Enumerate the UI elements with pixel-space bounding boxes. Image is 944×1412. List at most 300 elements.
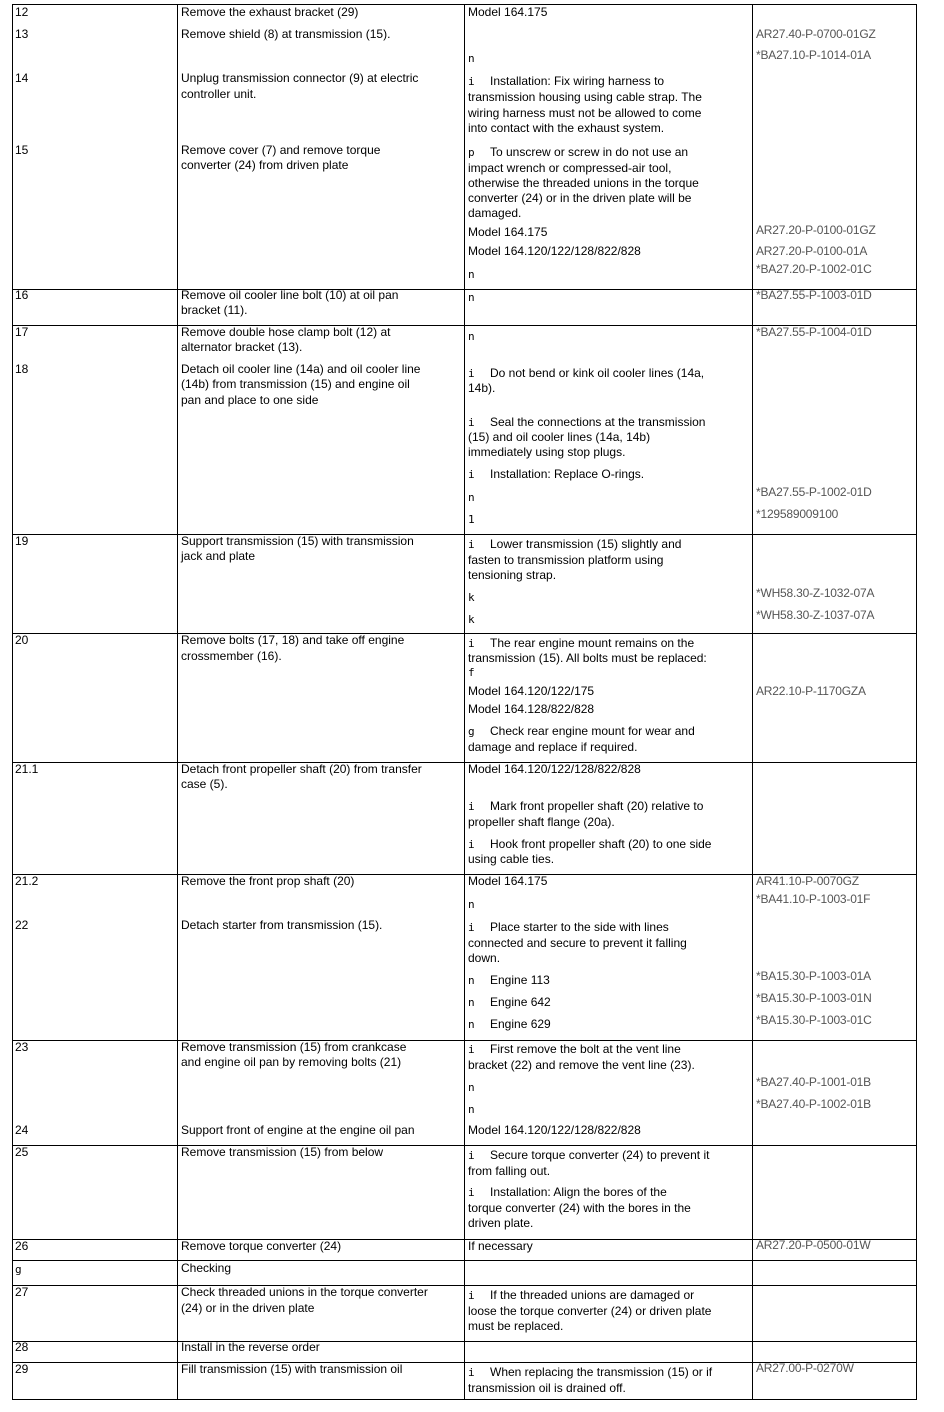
cell-text: bracket (22) and remove the vent line (23). bbox=[468, 1058, 695, 1072]
step-note bbox=[468, 815, 615, 830]
step-description bbox=[181, 393, 318, 408]
cell-text: 21.1 bbox=[15, 762, 39, 776]
table-row bbox=[12, 1342, 917, 1363]
cell-text: torque converter (24) with the bores in the bbox=[468, 1201, 691, 1215]
cell-text: Engine 629 bbox=[490, 1017, 551, 1031]
cell-text: Engine 113 bbox=[490, 973, 550, 987]
cell-text: *129589009100 bbox=[756, 507, 839, 521]
cell-text: Hook front propeller shaft (20) to one side bbox=[490, 837, 712, 851]
step-note bbox=[468, 445, 625, 460]
symbol-icon: i bbox=[468, 637, 475, 650]
cell-text: If the threaded unions are damaged or bbox=[490, 1288, 695, 1302]
document-reference bbox=[756, 1361, 854, 1376]
column-divider bbox=[464, 290, 465, 325]
step-note bbox=[468, 161, 671, 176]
table-row bbox=[12, 326, 917, 535]
cell-text: into contact with the exhaust system. bbox=[468, 121, 665, 135]
step-description bbox=[181, 777, 228, 792]
column-divider bbox=[752, 1342, 753, 1362]
document-reference bbox=[756, 586, 874, 601]
document-reference bbox=[756, 969, 871, 984]
column-divider bbox=[752, 1240, 753, 1260]
cell-text: 28 bbox=[15, 1340, 29, 1354]
column-divider bbox=[752, 290, 753, 325]
document-reference bbox=[756, 288, 872, 303]
table-row bbox=[12, 1286, 917, 1342]
step-description bbox=[181, 27, 390, 42]
cell-text: immediately using stop plugs. bbox=[468, 445, 626, 459]
symbol-icon: n bbox=[468, 268, 475, 281]
cell-text: *BA27.40-P-1001-01B bbox=[756, 1075, 871, 1089]
cell-text: Detach starter from transmission (15). bbox=[181, 918, 383, 932]
step-note bbox=[468, 244, 641, 259]
symbol-icon: i bbox=[468, 800, 475, 813]
step-description bbox=[181, 918, 382, 933]
cell-text: Model 164.128/822/828 bbox=[468, 702, 595, 716]
step-number bbox=[15, 288, 28, 303]
step-description bbox=[181, 1239, 341, 1254]
step-note bbox=[468, 467, 644, 482]
table-row bbox=[12, 1041, 917, 1146]
step-note bbox=[468, 1319, 563, 1334]
step-note bbox=[468, 590, 490, 605]
cell-text: 13 bbox=[15, 27, 29, 41]
symbol-icon: i bbox=[468, 1366, 475, 1379]
cell-text: Place starter to the side with lines bbox=[490, 920, 669, 934]
symbol-icon: i bbox=[468, 75, 475, 88]
step-description bbox=[181, 649, 282, 664]
cell-text: 16 bbox=[15, 288, 29, 302]
step-note bbox=[468, 90, 702, 105]
cell-text: pan and place to one side bbox=[181, 393, 319, 407]
step-number bbox=[15, 874, 38, 889]
document-reference bbox=[756, 48, 871, 63]
step-description bbox=[181, 1040, 406, 1055]
step-note bbox=[468, 1123, 641, 1138]
column-divider bbox=[177, 763, 178, 874]
cell-text: Seal the connections at the transmission bbox=[490, 415, 706, 429]
symbol-icon: k bbox=[468, 613, 475, 626]
table-row bbox=[12, 1146, 917, 1240]
cell-text: AR22.10-P-1170GZA bbox=[756, 684, 866, 698]
column-divider bbox=[464, 1240, 465, 1260]
step-description bbox=[181, 1362, 402, 1377]
document-reference bbox=[756, 223, 876, 238]
symbol-icon: n bbox=[468, 330, 475, 343]
cell-text: *WH58.30-Z-1032-07A bbox=[756, 586, 875, 600]
cell-text: Remove transmission (15) from below bbox=[181, 1145, 384, 1159]
cell-text: otherwise the threaded unions in the torque bbox=[468, 176, 699, 190]
column-divider bbox=[464, 1041, 465, 1145]
column-divider bbox=[464, 1146, 465, 1239]
step-number bbox=[15, 1340, 28, 1355]
step-note bbox=[468, 1201, 691, 1216]
cell-text: case (5). bbox=[181, 777, 228, 791]
step-note bbox=[468, 225, 547, 240]
cell-text: Support front of engine at the engine oil pan bbox=[181, 1123, 415, 1137]
step-description bbox=[181, 762, 422, 777]
cell-text: Engine 642 bbox=[490, 995, 551, 1009]
cell-text: When replacing the transmission (15) or if bbox=[490, 1365, 713, 1379]
cell-text: Detach oil cooler line (14a) and oil cooler line bbox=[181, 362, 421, 376]
step-description bbox=[181, 87, 256, 102]
step-number bbox=[15, 534, 28, 549]
cell-text: Model 164.175 bbox=[468, 5, 548, 19]
cell-text: 17 bbox=[15, 325, 29, 339]
cell-text: 25 bbox=[15, 1145, 29, 1159]
column-divider bbox=[464, 5, 465, 289]
column-divider bbox=[177, 1146, 178, 1239]
column-divider bbox=[177, 1363, 178, 1399]
step-note bbox=[468, 191, 691, 206]
cell-text: impact wrench or compressed-air tool, bbox=[468, 161, 672, 175]
cell-text: transmission oil is drained off. bbox=[468, 1381, 626, 1395]
step-note bbox=[468, 1381, 626, 1396]
step-description bbox=[181, 5, 358, 20]
cell-text: using cable ties. bbox=[468, 852, 555, 866]
symbol-icon: n bbox=[468, 52, 475, 65]
column-divider bbox=[177, 535, 178, 633]
column-divider bbox=[752, 634, 753, 762]
step-number bbox=[15, 1123, 28, 1138]
step-note bbox=[468, 1102, 490, 1117]
cell-text: fasten to transmission platform using bbox=[468, 553, 664, 567]
step-note bbox=[468, 995, 551, 1010]
cell-text: alternator bracket (13). bbox=[181, 340, 303, 354]
step-description bbox=[181, 1055, 401, 1070]
cell-text: loose the torque converter (24) or driven plate bbox=[468, 1304, 712, 1318]
column-divider bbox=[464, 1342, 465, 1362]
cell-text: 19 bbox=[15, 534, 29, 548]
step-number bbox=[15, 143, 28, 158]
cell-text: *BA27.55-P-1003-01D bbox=[756, 288, 872, 302]
cell-text: The rear engine mount remains on the bbox=[490, 636, 695, 650]
step-description bbox=[181, 340, 302, 355]
step-note bbox=[468, 1239, 533, 1254]
cell-text: Model 164.175 bbox=[468, 874, 548, 888]
cell-text: AR41.10-P-0070GZ bbox=[756, 874, 859, 888]
column-divider bbox=[177, 5, 178, 289]
cell-text: Model 164.120/122/128/822/828 bbox=[468, 244, 641, 258]
column-divider bbox=[464, 634, 465, 762]
cell-text: and engine oil pan by removing bolts (21) bbox=[181, 1055, 402, 1069]
cell-text: Remove cover (7) and remove torque bbox=[181, 143, 381, 157]
step-note bbox=[468, 381, 495, 396]
cell-text: (14b) from transmission (15) and engine oil bbox=[181, 377, 410, 391]
cell-text: *BA27.55-P-1004-01D bbox=[756, 325, 872, 339]
cell-text: *BA15.30-P-1003-01A bbox=[756, 969, 871, 983]
step-note bbox=[468, 1058, 695, 1073]
step-note bbox=[468, 837, 711, 852]
document-reference bbox=[756, 608, 874, 623]
column-divider bbox=[752, 535, 753, 633]
cell-text: Remove double hose clamp bolt (12) at bbox=[181, 325, 391, 339]
step-note bbox=[468, 636, 694, 651]
column-divider bbox=[752, 1146, 753, 1239]
step-note bbox=[468, 1185, 667, 1200]
step-description bbox=[181, 1123, 415, 1138]
cell-text: Remove the exhaust bracket (29) bbox=[181, 5, 359, 19]
symbol-icon: i bbox=[468, 1043, 475, 1056]
symbol-icon: i bbox=[468, 367, 475, 380]
step-note bbox=[468, 1017, 551, 1032]
step-note bbox=[468, 951, 500, 966]
cell-text: down. bbox=[468, 951, 501, 965]
cell-text: Remove bolts (17, 18) and take off engine bbox=[181, 633, 405, 647]
document-reference bbox=[756, 27, 876, 42]
column-divider bbox=[464, 763, 465, 874]
cell-text: 29 bbox=[15, 1362, 29, 1376]
step-note bbox=[468, 762, 641, 777]
step-description bbox=[181, 377, 410, 392]
cell-text: 21.2 bbox=[15, 874, 39, 888]
cell-text: damaged. bbox=[468, 206, 522, 220]
column-divider bbox=[177, 1240, 178, 1260]
step-number bbox=[15, 1362, 28, 1377]
cell-text: *WH58.30-Z-1037-07A bbox=[756, 608, 875, 622]
step-note bbox=[468, 5, 547, 20]
symbol-icon: i bbox=[468, 921, 475, 934]
cell-text: Remove shield (8) at transmission (15). bbox=[181, 27, 391, 41]
cell-text: 15 bbox=[15, 143, 29, 157]
cell-text: Unplug transmission connector (9) at electric bbox=[181, 71, 419, 85]
step-number bbox=[15, 71, 28, 86]
document-reference bbox=[756, 325, 872, 340]
cell-text: *BA41.10-P-1003-01F bbox=[756, 892, 871, 906]
step-description bbox=[181, 303, 247, 318]
column-divider bbox=[752, 875, 753, 1040]
cell-text: *BA27.40-P-1002-01B bbox=[756, 1097, 871, 1111]
step-description bbox=[181, 874, 354, 889]
cell-text: 14 bbox=[15, 71, 29, 85]
step-note bbox=[468, 121, 664, 136]
cell-text: converter (24) or in the driven plate will be bbox=[468, 191, 692, 205]
cell-text: AR27.20-P-0100-01A bbox=[756, 244, 868, 258]
cell-text: transmission (15). All bolts must be replaced: bbox=[468, 651, 707, 665]
document-reference bbox=[756, 1013, 872, 1028]
column-divider bbox=[752, 5, 753, 289]
column-divider bbox=[177, 1286, 178, 1341]
step-note bbox=[468, 1042, 681, 1057]
cell-text: jack and plate bbox=[181, 549, 256, 563]
step-number bbox=[15, 1239, 28, 1254]
cell-text: Model 164.175 bbox=[468, 225, 548, 239]
document-reference bbox=[756, 244, 867, 259]
step-description bbox=[181, 1145, 383, 1160]
column-divider bbox=[464, 875, 465, 1040]
step-note bbox=[468, 874, 547, 889]
column-divider bbox=[177, 1342, 178, 1362]
column-divider bbox=[752, 1041, 753, 1145]
cell-text: Check threaded unions in the torque converter bbox=[181, 1285, 428, 1299]
column-divider bbox=[752, 763, 753, 874]
step-note bbox=[468, 106, 701, 121]
cell-text: Installation: Align the bores of the bbox=[490, 1185, 667, 1199]
step-description bbox=[181, 288, 398, 303]
symbol-icon: n bbox=[468, 898, 475, 911]
column-divider bbox=[177, 634, 178, 762]
cell-text: Secure torque converter (24) to prevent it bbox=[490, 1148, 710, 1162]
cell-text: 12 bbox=[15, 5, 29, 19]
step-number bbox=[15, 1040, 28, 1055]
step-note bbox=[468, 740, 637, 755]
document-reference bbox=[756, 1097, 871, 1112]
step-note bbox=[468, 1365, 712, 1380]
symbol-icon: p bbox=[468, 146, 475, 159]
cell-text: Mark front propeller shaft (20) relative to bbox=[490, 799, 704, 813]
symbol-icon: g bbox=[468, 725, 475, 738]
step-note bbox=[468, 665, 490, 680]
symbol-icon: k bbox=[468, 591, 475, 604]
cell-text: First remove the bolt at the vent line bbox=[490, 1042, 681, 1056]
cell-text: driven plate. bbox=[468, 1216, 534, 1230]
step-description bbox=[181, 534, 414, 549]
step-note bbox=[468, 430, 650, 445]
symbol-icon: 1 bbox=[468, 513, 475, 526]
step-description bbox=[181, 325, 390, 340]
cell-text: 20 bbox=[15, 633, 29, 647]
step-description bbox=[181, 1261, 231, 1276]
cell-text: Install in the reverse order bbox=[181, 1340, 320, 1354]
cell-text: Model 164.120/122/128/822/828 bbox=[468, 1123, 641, 1137]
step-note bbox=[468, 206, 521, 221]
step-note bbox=[468, 568, 556, 583]
step-note bbox=[468, 145, 688, 160]
cell-text: To unscrew or screw in do not use an bbox=[490, 145, 689, 159]
symbol-icon: n bbox=[468, 1103, 475, 1116]
table-row bbox=[12, 1261, 917, 1286]
step-note bbox=[468, 537, 681, 552]
step-note bbox=[468, 512, 490, 527]
symbol-icon: n bbox=[468, 1081, 475, 1094]
step-description bbox=[181, 71, 418, 86]
document-reference bbox=[756, 892, 870, 907]
step-note bbox=[468, 702, 594, 717]
cell-text: 24 bbox=[15, 1123, 29, 1137]
cell-text: Do not bend or kink oil cooler lines (14a, bbox=[490, 366, 705, 380]
step-note bbox=[468, 1216, 533, 1231]
step-note bbox=[468, 329, 490, 344]
column-divider bbox=[177, 1041, 178, 1145]
cell-text: must be replaced. bbox=[468, 1319, 564, 1333]
cell-text: *BA15.30-P-1003-01N bbox=[756, 991, 872, 1005]
step-description bbox=[181, 1285, 428, 1300]
cell-text: (15) and oil cooler lines (14a, 14b) bbox=[468, 430, 651, 444]
column-divider bbox=[177, 875, 178, 1040]
step-note bbox=[468, 852, 554, 867]
column-divider bbox=[752, 1261, 753, 1285]
step-description bbox=[181, 1340, 320, 1355]
cell-text: 27 bbox=[15, 1285, 29, 1299]
cell-text: 14b). bbox=[468, 381, 496, 395]
column-divider bbox=[752, 1363, 753, 1399]
document-reference bbox=[756, 262, 872, 277]
step-note bbox=[468, 1288, 694, 1303]
document-reference bbox=[756, 1075, 871, 1090]
column-divider bbox=[752, 1286, 753, 1341]
step-description bbox=[181, 362, 420, 377]
document-reference bbox=[756, 684, 866, 699]
step-note bbox=[468, 973, 550, 988]
step-note bbox=[468, 553, 663, 568]
column-divider bbox=[464, 326, 465, 534]
cell-text: connected and secure to prevent it falling bbox=[468, 936, 687, 950]
step-note bbox=[468, 897, 490, 912]
cell-text: 23 bbox=[15, 1040, 29, 1054]
cell-text: controller unit. bbox=[181, 87, 257, 101]
step-note bbox=[468, 290, 490, 305]
symbol-icon: g bbox=[15, 1263, 22, 1276]
step-note bbox=[468, 1080, 490, 1095]
symbol-icon: i bbox=[468, 838, 475, 851]
column-divider bbox=[752, 326, 753, 534]
step-note bbox=[468, 936, 687, 951]
cell-text: *BA27.55-P-1002-01D bbox=[756, 485, 872, 499]
cell-text: Remove torque converter (24) bbox=[181, 1239, 342, 1253]
step-note bbox=[468, 51, 490, 66]
document-reference bbox=[756, 1238, 870, 1253]
symbol-icon: n bbox=[468, 974, 475, 987]
cell-text: damage and replace if required. bbox=[468, 740, 638, 754]
step-note bbox=[468, 920, 669, 935]
cell-text: Detach front propeller shaft (20) from transfer bbox=[181, 762, 422, 776]
document-reference bbox=[756, 507, 838, 522]
step-description bbox=[181, 633, 404, 648]
step-note bbox=[468, 415, 705, 430]
cell-text: crossmember (16). bbox=[181, 649, 282, 663]
cell-text: tensioning strap. bbox=[468, 568, 557, 582]
step-note bbox=[468, 1304, 711, 1319]
step-note bbox=[468, 1164, 550, 1179]
symbol-icon: i bbox=[468, 538, 475, 551]
column-divider bbox=[464, 535, 465, 633]
step-number bbox=[15, 918, 28, 933]
cell-text: Checking bbox=[181, 1261, 232, 1275]
cell-text: converter (24) from driven plate bbox=[181, 158, 349, 172]
step-number bbox=[15, 5, 28, 20]
column-divider bbox=[464, 1363, 465, 1399]
column-divider bbox=[464, 1261, 465, 1285]
step-number bbox=[15, 27, 28, 42]
cell-text: *BA27.20-P-1002-01C bbox=[756, 262, 872, 276]
symbol-icon: i bbox=[468, 1186, 475, 1199]
column-divider bbox=[177, 290, 178, 325]
table-row bbox=[12, 763, 917, 875]
step-note bbox=[468, 684, 594, 699]
step-description bbox=[181, 158, 348, 173]
cell-text: bracket (11). bbox=[181, 303, 248, 317]
step-note bbox=[468, 724, 695, 739]
document-reference bbox=[756, 874, 859, 889]
symbol-icon: i bbox=[468, 1289, 475, 1302]
cell-text: Model 164.120/122/128/822/828 bbox=[468, 762, 641, 776]
cell-text: *BA15.30-P-1003-01C bbox=[756, 1013, 872, 1027]
document-reference bbox=[756, 485, 872, 500]
step-number bbox=[15, 1285, 28, 1300]
cell-text: wiring harness must not be allowed to come bbox=[468, 106, 702, 120]
cell-text: Remove the front prop shaft (20) bbox=[181, 874, 355, 888]
step-note bbox=[468, 267, 490, 282]
cell-text: AR27.20-P-0500-01W bbox=[756, 1238, 871, 1252]
step-description bbox=[181, 1301, 314, 1316]
cell-text: (24) or in the driven plate bbox=[181, 1301, 315, 1315]
cell-text: 22 bbox=[15, 918, 29, 932]
step-note bbox=[468, 1148, 709, 1163]
cell-text: AR27.20-P-0100-01GZ bbox=[756, 223, 876, 237]
step-note bbox=[468, 651, 707, 666]
cell-text: *BA27.10-P-1014-01A bbox=[756, 48, 871, 62]
step-note bbox=[468, 366, 704, 381]
